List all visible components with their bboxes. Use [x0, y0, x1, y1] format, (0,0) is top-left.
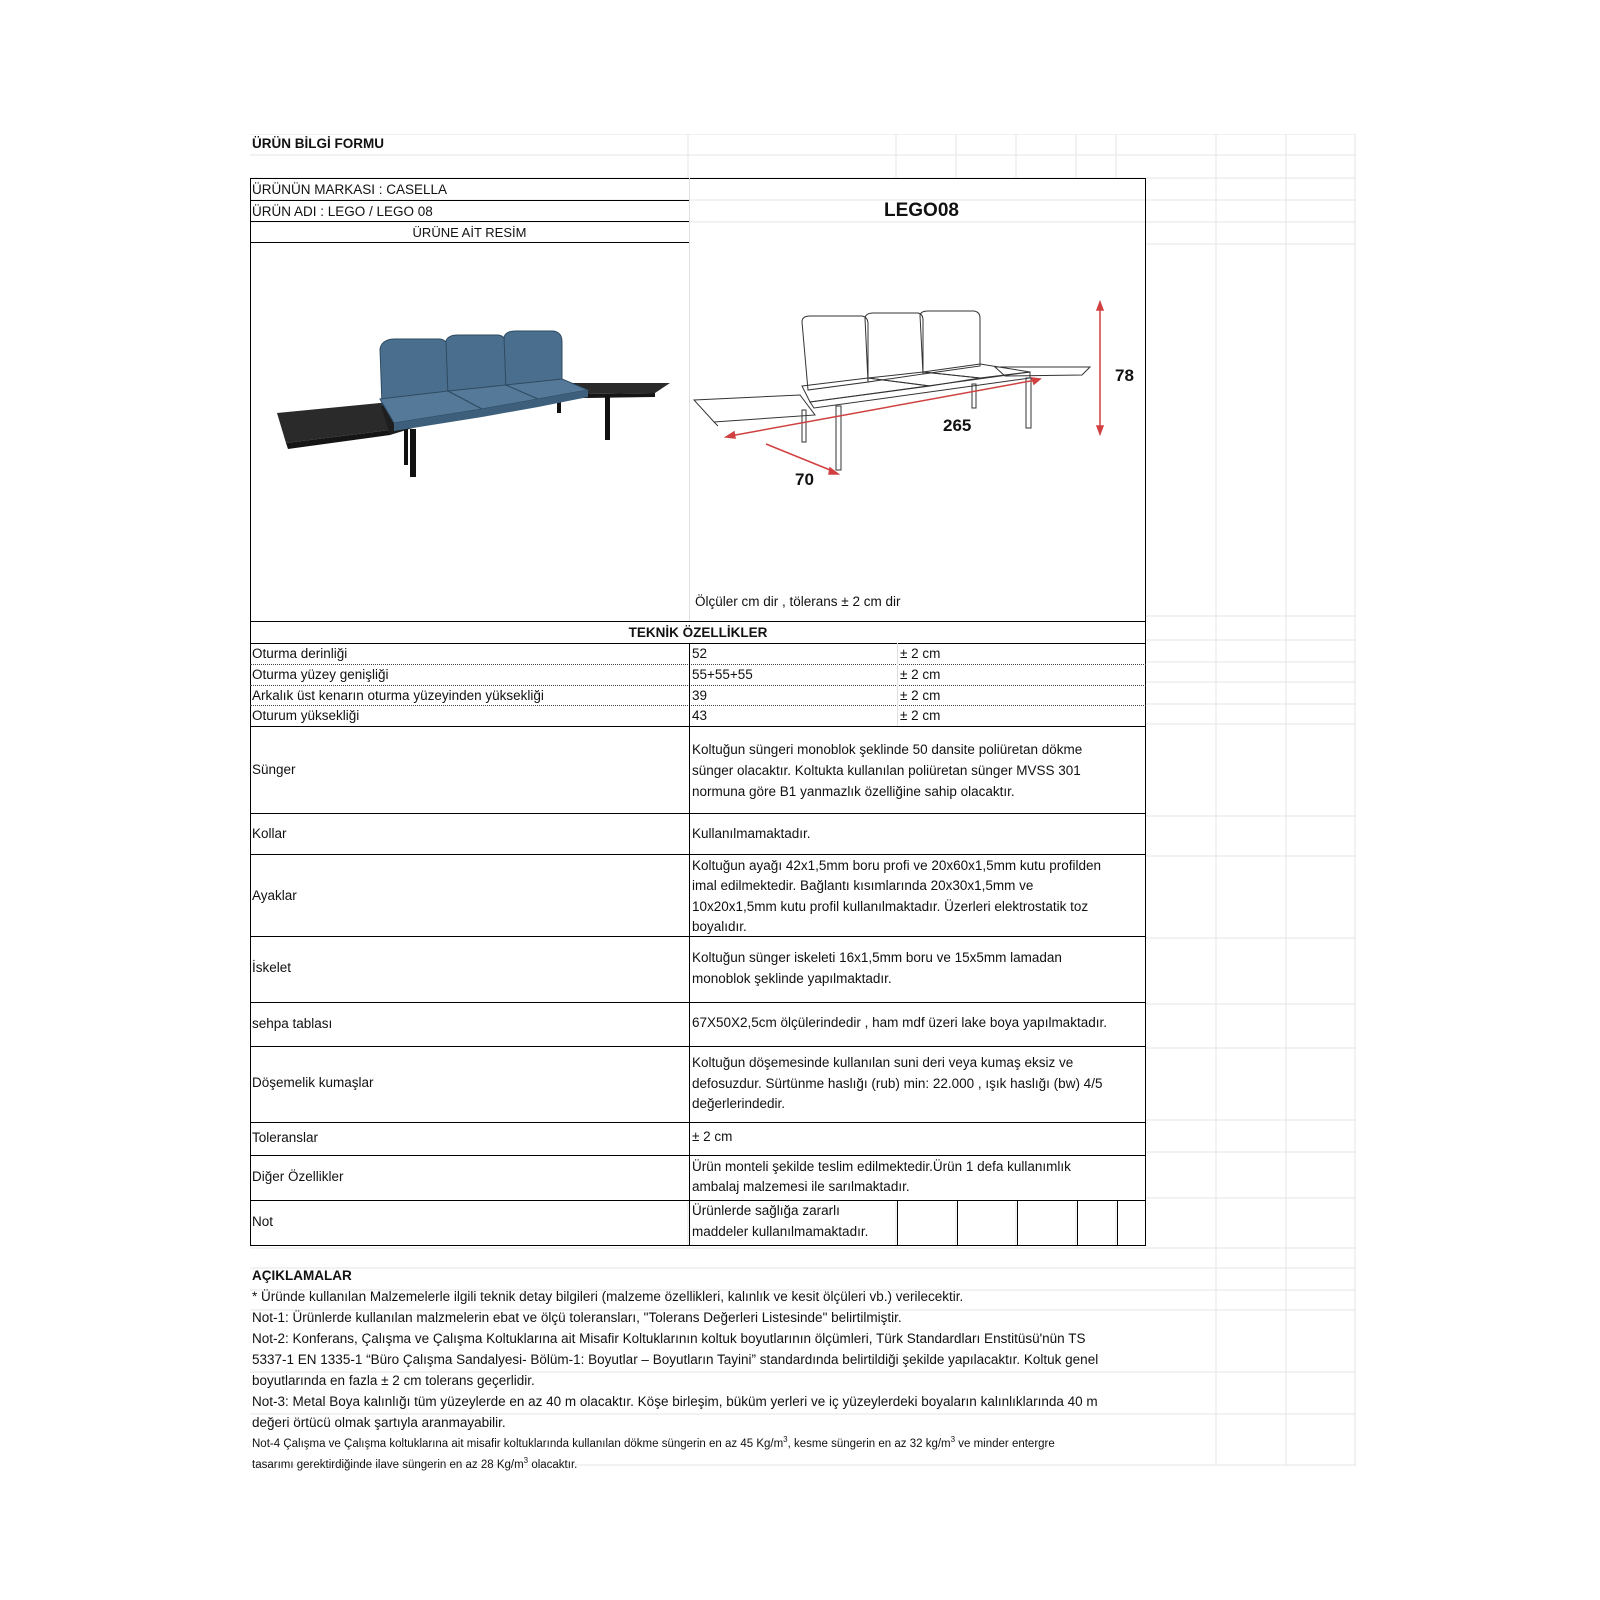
- spec-label-diger: Diğer Özellikler: [252, 1169, 344, 1184]
- note-2-line: boyutlarında en fazla ± 2 cm tolerans geçerlidir.: [252, 1373, 535, 1388]
- row-divider: [250, 200, 689, 201]
- product-name-label: ÜRÜN ADI : LEGO / LEGO 08: [252, 204, 433, 219]
- column-divider: [897, 1200, 898, 1246]
- height-dimension: 78: [1115, 366, 1134, 385]
- brand-label: ÜRÜNÜN MARKASI : CASELLA: [252, 182, 448, 197]
- spec-text-line: defosuzdur. Sürtünme haslığı (rub) min: 22.000 , ışık haslığı (bw) 4/5: [692, 1076, 1103, 1091]
- row-divider: [250, 854, 1146, 855]
- spec-label-kollar: Kollar: [252, 826, 287, 841]
- measure-tolerance: ± 2 cm: [900, 667, 941, 682]
- note-4-text: , kesme süngerin en az 32 kg/m: [787, 1438, 951, 1450]
- spec-text-line: normuna göre B1 yanmazlık özelliğine sahip olacaktır.: [692, 784, 1015, 799]
- note-4-text: Not-4 Çalışma ve Çalışma koltuklarına ait misafir koltuklarında kullanılan dökme süngerin en az 45 Kg/m: [252, 1438, 784, 1450]
- measure-tolerance: ± 2 cm: [900, 708, 941, 723]
- column-divider: [1077, 1200, 1078, 1246]
- note-4-line: [252, 1434, 1055, 1454]
- form-title: ÜRÜN BİLGİ FORMU: [252, 136, 384, 151]
- row-divider: [250, 1122, 1146, 1123]
- spec-text-line: Ürünlerde sağlığa zararlı: [692, 1203, 840, 1218]
- note-4-text: olacaktır.: [528, 1459, 578, 1471]
- width-dimension: 265: [943, 416, 972, 435]
- measure-value: 43: [692, 708, 708, 723]
- superscript: 3: [783, 1435, 788, 1445]
- spec-text-line: maddeler kullanılmamaktadır.: [692, 1224, 869, 1239]
- spec-text-line: Koltuğun süngeri monoblok şeklinde 50 dansite poliüretan dökme: [692, 742, 1083, 757]
- model-code: LEGO08: [884, 200, 959, 221]
- spec-text-line: 10x20x1,5mm kutu profil kullanılmaktadır. Üzerleri elektrostatik toz: [692, 899, 1089, 914]
- spec-text-line: imal edilmektedir. Bağlantı kısımlarında 20x30x1,5mm ve: [692, 878, 1034, 893]
- spec-text-line: Koltuğun döşemesinde kullanılan suni deri veya kumaş eksiz ve: [692, 1055, 1074, 1070]
- spec-text-line: ambalaj malzemesi ile sarılmaktadır.: [692, 1179, 910, 1194]
- column-divider: [1017, 1200, 1018, 1246]
- measure-value: 39: [692, 688, 708, 703]
- measure-label: Arkalık üst kenarın oturma yüzeyinden yüksekliği: [252, 688, 544, 703]
- notes-header: AÇIKLAMALAR: [252, 1268, 352, 1283]
- note-3-line: Not-3: Metal Boya kalınlığı tüm yüzeylerde en az 40 m olacaktır. Köşe birleşim, büküm yerleri ve iç yüzeylerdeki boyaların kalınlıklarında 40 m: [252, 1394, 1098, 1409]
- product-photo: [270, 325, 682, 500]
- measure-label: Oturma yüzey genişliği: [252, 667, 389, 682]
- measure-value: 55+55+55: [692, 667, 753, 682]
- spec-text-line: boyalıdır.: [692, 919, 747, 934]
- depth-dimension: 70: [795, 470, 814, 489]
- note-4-line: [252, 1455, 577, 1475]
- spec-text-line: sünger olacaktır. Koltukta kullanılan poliüretan sünger MVSS 301: [692, 763, 1081, 778]
- note-3-line: değeri örtücü olmak şartıyla aranmayabilir.: [252, 1415, 506, 1430]
- section-divider: [250, 621, 1146, 622]
- spec-text-line: Kullanılmamaktadır.: [692, 826, 811, 841]
- technical-drawing: [690, 300, 1140, 490]
- spec-text-line: Koltuğun sünger iskeleti 16x1,5mm boru ve 15x5mm lamadan: [692, 950, 1062, 965]
- note-2-line: 5337-1 EN 1335-1 “Büro Çalışma Sandalyesi- Bölüm-1: Boyutlar – Boyutların Tayini” standardında belirtildiği şekilde yapılacaktır. Koltuk genel: [252, 1352, 1099, 1367]
- spec-label-sehpa: sehpa tablası: [252, 1016, 333, 1031]
- note-4-text: tasarımı gerektirdiğinde ilave süngerin en az 28 Kg/m: [252, 1459, 524, 1471]
- dimension-note: Ölçüler cm dir , tölerans ± 2 cm dir: [695, 594, 901, 609]
- measure-label: Oturum yüksekliği: [252, 708, 360, 723]
- technical-header: TEKNİK ÖZELLİKLER: [628, 625, 768, 640]
- measure-tolerance: ± 2 cm: [900, 688, 941, 703]
- spec-text-line: 67X50X2,5cm ölçülerindedir , ham mdf üzeri lake boya yapılmaktadır.: [692, 1015, 1107, 1030]
- spec-text-line: Koltuğun ayağı 42x1,5mm boru profi ve 20x60x1,5mm kutu profilden: [692, 858, 1101, 873]
- spec-text-line: değerlerindedir.: [692, 1096, 786, 1111]
- image-header: ÜRÜNE AİT RESİM: [412, 225, 527, 240]
- row-divider: [250, 813, 1146, 814]
- measure-tolerance: ± 2 cm: [900, 646, 941, 661]
- spec-label-toleranslar: Toleranslar: [252, 1130, 319, 1145]
- note-4-text: ve minder entergre: [955, 1438, 1055, 1450]
- superscript: 3: [950, 1435, 956, 1445]
- row-divider: [250, 1155, 1146, 1156]
- column-divider: [897, 643, 898, 726]
- superscript: 3: [523, 1456, 529, 1466]
- spec-text-line: monoblok şeklinde yapılmaktadır.: [692, 971, 892, 986]
- spec-label-not: Not: [252, 1214, 274, 1229]
- row-divider: [250, 726, 1146, 727]
- column-divider: [1117, 1200, 1118, 1246]
- spec-label-iskelet: İskelet: [252, 960, 292, 975]
- column-divider: [957, 1200, 958, 1246]
- measure-label: Oturma derinliği: [252, 646, 348, 661]
- row-divider: [250, 1002, 1146, 1003]
- measure-value: 52: [692, 646, 708, 661]
- spec-text-line: ± 2 cm: [692, 1129, 733, 1144]
- spec-label-ayaklar: Ayaklar: [252, 888, 297, 903]
- spec-label-sunger: Sünger: [252, 762, 296, 777]
- note-2-line: Not-2: Konferans, Çalışma ve Çalışma Koltuklarına ait Misafir Koltuklarının koltuk boyutlarının ölçümleri, Türk Standardları Enstitüsü'nün TS: [252, 1331, 1086, 1346]
- spec-text-line: Ürün monteli şekilde teslim edilmektedir.Ürün 1 defa kullanımlık: [692, 1159, 1071, 1174]
- row-divider: [250, 1046, 1146, 1047]
- note-star: * Üründe kullanılan Malzemelerle ilgili teknik detay bilgileri (malzeme özellikleri, kalınlık ve kesit ölçüleri vb.) verilecektir.: [252, 1289, 964, 1304]
- note-1: Not-1: Ürünlerde kullanılan malzmelerin ebat ve ölçü toleransları, "Tolerans Değerleri Listesinde" belirtilmiştir.: [252, 1310, 902, 1325]
- spec-label-dosemelik: Döşemelik kumaşlar: [252, 1075, 374, 1090]
